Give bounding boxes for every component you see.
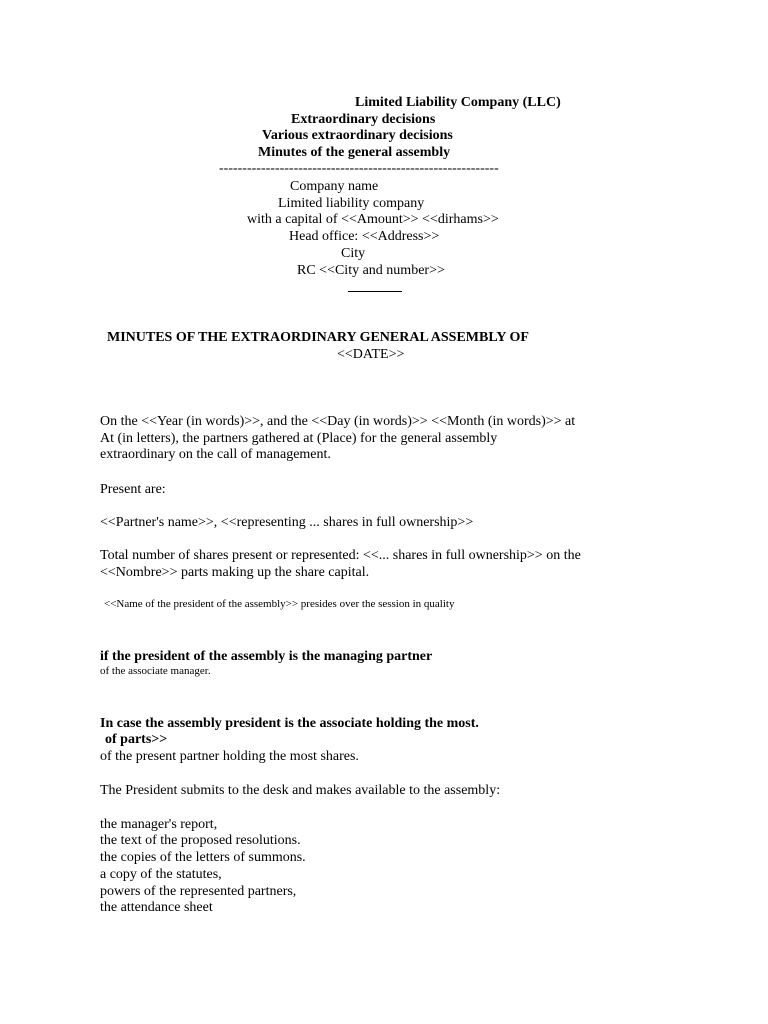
company-name: Company name <box>290 179 379 194</box>
company-divider <box>348 291 402 292</box>
document-subtitle-various-decisions: Various extraordinary decisions <box>262 128 453 143</box>
intro-line-2: At (in letters), the partners gathered at (Place) for the general assembly <box>100 431 498 446</box>
intro-line-3: extraordinary on the call of management. <box>100 447 331 462</box>
present-label: Present are: <box>100 482 166 497</box>
company-city: City <box>341 246 366 261</box>
intro-line-1: On the <<Year (in words)>>, and the <<Day (in words)>> <<Month (in words)>> at <box>100 414 576 429</box>
case-most-shares-text: of the present partner holding the most shares. <box>100 749 359 764</box>
document-item: the text of the proposed resolutions. <box>100 833 301 848</box>
document-subtitle-minutes: Minutes of the general assembly <box>258 145 451 160</box>
company-capital: with a capital of <<Amount>> <<dirhams>> <box>247 212 499 227</box>
total-shares-line-1: Total number of shares present or represented: <<... shares in full ownership>> on the <box>100 548 581 563</box>
case-most-shares-heading-2: of parts>> <box>105 732 168 747</box>
company-head-office: Head office: <<Address>> <box>289 229 440 244</box>
header-separator: ------------------------------------------------------------ <box>219 161 499 176</box>
document-title: Limited Liability Company (LLC) <box>355 95 561 110</box>
document-item: the manager's report, <box>100 817 218 832</box>
president-line: <<Name of the president of the assembly>> presides over the session in quality <box>104 598 455 610</box>
document-item: the attendance sheet <box>100 900 213 915</box>
company-rc: RC <<City and number>> <box>297 263 445 278</box>
document-item: powers of the represented partners, <box>100 884 297 899</box>
document-item: a copy of the statutes, <box>100 867 222 882</box>
total-shares-line-2: <<Nombre>> parts making up the share capital. <box>100 565 370 580</box>
document-subtitle-extraordinary-decisions: Extraordinary decisions <box>291 112 436 127</box>
president-submits-line: The President submits to the desk and makes available to the assembly: <box>100 783 501 798</box>
partner-line: <<Partner's name>>, <<representing ... shares in full ownership>> <box>100 515 474 530</box>
document-item: the copies of the letters of summons. <box>100 850 306 865</box>
minutes-heading: MINUTES OF THE EXTRAORDINARY GENERAL ASSEMBLY OF <box>107 330 529 345</box>
case-managing-partner-text: of the associate manager. <box>100 665 211 677</box>
company-type: Limited liability company <box>278 196 425 211</box>
case-managing-partner-heading: if the president of the assembly is the managing partner <box>100 649 433 664</box>
case-most-shares-heading-1: In case the assembly president is the associate holding the most. <box>100 716 479 731</box>
minutes-date: <<DATE>> <box>337 347 405 362</box>
